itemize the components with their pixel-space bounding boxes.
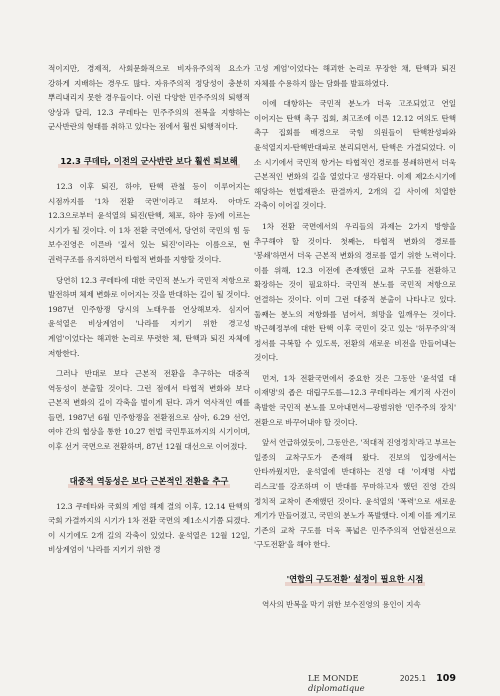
section-heading: 대중적 역동성은 보다 근본적인 전환을 추구 [69, 475, 229, 486]
left-column [48, 62, 250, 564]
body-paragraph: 앞서 언급하였듯이, 그동안은, '적대적 진영정치'라고 부르는 일종의 교착구도가 존재해 왔다. 진보의 입장에서는 안타까웠지만, 윤석열에 반대하는 진영 대 '이재명 사법 리스크'를 강조하며 이 반대를 무마하고자 했던 진영 간의 정치적 교착이 존재했던 것이다. 윤석열의 '폭력'으로 새로운 계기가 만들어졌고, 국민의 분노가 폭발했다. 이제 이를 계기로 기존의 교착 구도를 더욱 폭넓은 민주주의적 연합전선으로 '구도전환'을 해야 한다. [254, 438, 456, 550]
publication-name-suffix: diplomatique [308, 684, 365, 694]
publication-name [308, 674, 390, 694]
body-paragraph: 먼저, 1차 전환국면에서 중요한 것은 그동안 '윤석열 대 이재명'의 좁은 대립구도를—12.3 쿠데타라는 계기적 사건이 촉발한 국민적 분노를 모아내면서—광범위한 '민주주의 장치' 전환으로 바꾸어내야 할 것이다. [254, 373, 456, 427]
body-paragraph: 당연히 12.3 쿠데타에 대한 국민적 분노가 국민적 저항으로 발전하며 체제 변화로 이어지는 것을 반대하는 길이 될 것이다. 1987년 민주항쟁 당시의 노태우를 연상해보자. 심지어 윤석열은 비상계엄이 '나라를 지키기 위한 경고성 계엄'이었다는 해괴한 논리로 뚜렷한 체, 탄핵과 퇴진 자체에 저항한다. [48, 275, 250, 358]
issue-date: 2025.1 [399, 674, 427, 683]
section-heading: '연합의 구도전환' 설정이 필요한 시점 [286, 574, 424, 584]
body-paragraph: 그러나 반대로 보다 근본적 전환을 추구하는 대중적 역동성이 분출할 것이다. 그런 점에서 타협적 변화와 보다 근본적 변화의 길이 각축을 벌이게 된다. 과거 역사적인 예를 들면, 1987년 6월 민주항쟁을 전환점으로 삼아, 6.29 선언, 여야 간의 협상을 통한 10.27 헌법 국민투표까지의 시기이며, 이후 선거 국면으로 전환하며, 87년 12월 대선으로 이어졌다. [48, 369, 250, 452]
page-number: 109 [436, 673, 456, 684]
body-paragraph: 이에 대항하는 국민적 분노가 더욱 고조되었고 연일 이어지는 탄핵 촉구 집회, 최고조에 이른 12.12 여의도 탄핵 촉구 집회를 배경으로 국힘 의원들이 탄핵찬성파와 윤석열지지-탄핵반대파로 분리되면서, 탄핵은 가결되었다. 이 소 시기에서 국민적 항거는 타협적인 경로를 봉쇄하면서 더욱 근본적인 변화의 길을 열었다고 생각된다. 이제 제2소시기에 해당하는 헌법재판소 판결까지, 2개의 길 사이에 치열한 각축이 이어질 것이다. [254, 99, 456, 211]
right-column [254, 62, 456, 619]
body-paragraph: 12.3 이후 퇴진, 하야, 탄핵 관철 등이 이루어지는 시점까지를 '1차 전환 국면'이라고 해보자. 아마도 12.3으로부터 윤석열의 퇴진(탄핵, 체포, 하야 등)에 이르는 시기가 될 것이다. 이 1차 전환 국면에서, 당연히 국민의 힘 등 보수진영은 이른바 '질서 있는 퇴진'이라는 이름으로, 현 권력구조를 유지하면서 타협적 변화를 지향할 것이다. [48, 181, 250, 264]
body-paragraph: 12.3 쿠데타와 국회의 계엄 해제 결의 이후, 12.14 탄핵의 국회 가결까지의 시기가 1차 전환 국면의 제1소시기쯤 되겠다. 이 시기에도 2개 길의 각축이 있었다. 윤석열은 12월 12일, 비상계엄이 '나라를 지키기 위한 경 [48, 501, 250, 555]
section-heading: 12.3 쿠데타, 이전의 군사반란 보다 훨씬 퇴보해 [60, 155, 238, 166]
body-paragraph: 역사의 반복을 막기 위한 보수진영의 용인이 지속 [262, 600, 421, 609]
body-paragraph: 적이지만, 경제적, 사회문화적으로 비자유주의적 요소가 강하게 지배하는 경우도 많다. 자유주의적 정당성이 충분히 뿌리내리지 못한 경우들이다. 이런 다양한 민주주의의 퇴행적 양상과 달리, 12.3 쿠데타는 민주주의의 전복을 지향하는 군사반란의 형태를 취하고 있다는 점에서 훨씬 퇴행적이다. [48, 64, 250, 132]
body-paragraph: 1차 전환 국면에서의 우리들의 과제는 2가지 방향을 추구해야 할 것이다. 첫째는, 타협적 변화의 경로를 '봉쇄'하면서 더욱 근본적 변화의 경로를 열기 위한 노력이다. 이를 위해, 12.3 이전에 존재했던 교착 구도를 전환하고 확장하는 것이 필요하다. 국민적 분노를 국민적 저항으로 연결하는 것이다. 이미 그런 대중적 분출이 나타나고 있다. 둘째는 분노의 저항화를 넘어서, 희망을 일깨우는 것이다. 박근혜정부에 대한 탄핵 이후 국민이 갖고 있는 '허무주의'적 정서를 극복할 수 있도록, 전환의 새로운 비전을 만들어내는 것이다. [254, 221, 456, 363]
page-footer [308, 673, 456, 694]
body-paragraph: 고성 계엄'이었다는 해괴한 논리로 무장한 채, 탄핵과 퇴진 자체를 수용하지 않는 담화를 발표하였다. [254, 64, 456, 88]
publication-name-prefix: LE MONDE [308, 674, 359, 684]
